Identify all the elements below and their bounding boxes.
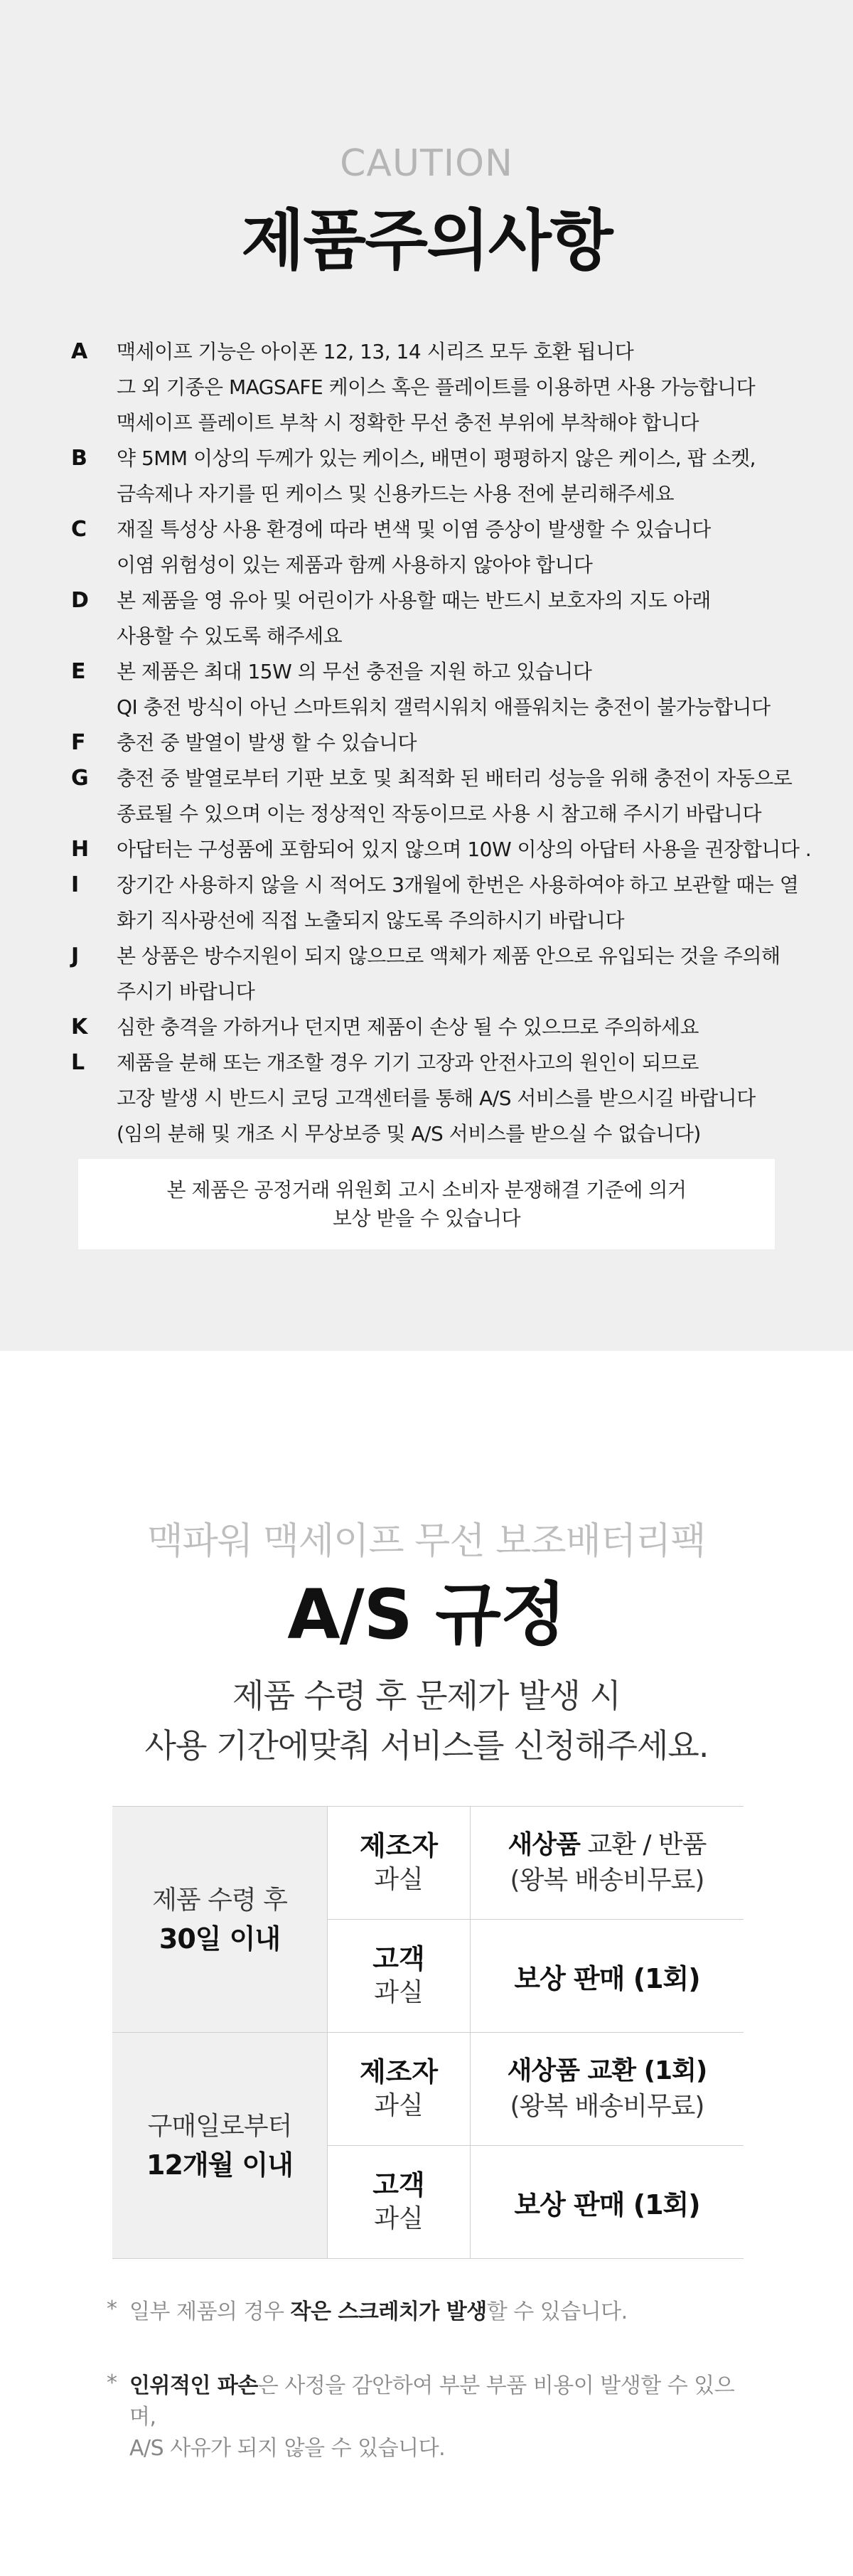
caution-item-letter: H bbox=[71, 837, 90, 862]
as-party-fault: 과실 bbox=[374, 1978, 424, 2007]
as-result-cell bbox=[471, 1807, 744, 1919]
caution-item bbox=[71, 334, 803, 441]
as-eyebrow: 맥파워 맥세이프 무선 보조배터리팩 bbox=[147, 1520, 706, 1563]
as-note-line bbox=[129, 2371, 746, 2433]
caution-item-line: QI 충전 방식이 아닌 스마트워치 갤럭시워치 애플워치는 충전이 불가능합니다 bbox=[117, 695, 771, 719]
caution-item bbox=[71, 725, 803, 761]
caution-item-text bbox=[117, 512, 803, 583]
as-notes bbox=[107, 2297, 746, 2507]
notice-line: 본 제품은 공정거래 위원회 고시 소비자 분쟁해결 기준에 의거 bbox=[166, 1177, 687, 1202]
as-note-text: 은 사정을 감안하여 부분 부품 비용이 발생할 수 있으며, bbox=[129, 2373, 735, 2430]
as-result-line bbox=[508, 2053, 707, 2089]
caution-item-line: 그 외 기종은 MAGSAFE 케이스 혹은 플레이트를 이용하면 사용 가능합니다 bbox=[117, 375, 756, 399]
caution-item-line: 심한 충격을 가하거나 던지면 제품이 손상 될 수 있으므로 주의하세요 bbox=[117, 1015, 699, 1039]
as-period-cell bbox=[112, 2033, 328, 2258]
as-fault-party bbox=[328, 2033, 471, 2145]
caution-item-line: (임의 분해 및 개조 시 무상보증 및 A/S 서비스를 받으실 수 없습니다) bbox=[117, 1122, 701, 1145]
notice-line: 보상 받을 수 있습니다 bbox=[332, 1206, 521, 1230]
as-table-row bbox=[328, 2033, 744, 2145]
asterisk-icon: * bbox=[107, 2371, 117, 2395]
caution-item bbox=[71, 441, 803, 512]
caution-item-text bbox=[117, 725, 803, 761]
as-party-name: 제조자 bbox=[359, 2056, 439, 2088]
caution-item bbox=[71, 832, 812, 867]
as-note-body bbox=[129, 2371, 746, 2464]
caution-item-line: 약 5MM 이상의 두께가 있는 케이스, 배면이 평평하지 않은 케이스, 팝 소켓, bbox=[117, 447, 756, 470]
caution-item-text bbox=[117, 832, 811, 867]
caution-item-line: 재질 특성상 사용 환경에 따라 변색 및 이염 증상이 발생할 수 있습니다 bbox=[117, 518, 711, 541]
caution-item bbox=[71, 1045, 803, 1152]
as-table-row bbox=[328, 1807, 744, 1919]
caution-item-line: 충전 중 발열로부터 기판 보호 및 최적화 된 배터리 성능을 위해 충전이 자동으로 bbox=[117, 766, 793, 790]
notice-box bbox=[78, 1159, 775, 1249]
caution-item-line: 장기간 사용하지 않을 시 적어도 3개월에 한번은 사용하여야 하고 보관할 때는 열 bbox=[117, 873, 799, 897]
asterisk-icon: * bbox=[107, 2297, 117, 2321]
as-subtitle-line: 사용 기간에맞춰 서비스를 신청해주세요. bbox=[144, 1726, 709, 1765]
caution-item bbox=[71, 939, 803, 1010]
as-party-name: 고객 bbox=[372, 1943, 425, 1974]
as-policy-table bbox=[112, 1806, 744, 2259]
caution-item bbox=[71, 761, 803, 832]
as-party-name: 제조자 bbox=[359, 1830, 439, 1861]
as-period-rows bbox=[328, 2033, 744, 2258]
caution-item-text bbox=[117, 939, 803, 1010]
caution-list bbox=[71, 334, 812, 1152]
caution-item-line: 맥세이프 기능은 아이폰 12, 13, 14 시리즈 모두 호환 됩니다 bbox=[117, 340, 634, 363]
caution-item-text bbox=[117, 1010, 803, 1045]
as-party-fault: 과실 bbox=[374, 2204, 424, 2233]
as-result-text: 보상 판매 (1회) bbox=[514, 2188, 700, 2220]
caution-item-line: 맥세이프 플레이트 부착 시 정확한 무선 충전 부위에 부착해야 합니다 bbox=[117, 411, 699, 434]
caution-item bbox=[71, 654, 803, 725]
as-note-text: 일부 제품의 경우 bbox=[129, 2299, 291, 2324]
caution-item-line: 본 제품을 영 유아 및 어린이가 사용할 때는 반드시 보호자의 지도 아래 bbox=[117, 589, 711, 612]
caution-item-letter: C bbox=[71, 517, 87, 542]
as-section bbox=[0, 1351, 853, 2576]
caution-item-text bbox=[117, 1045, 803, 1152]
as-note-emphasis: 인위적인 파손 bbox=[129, 2373, 258, 2398]
as-result-rest: 교환 / 반품 bbox=[579, 1830, 707, 1859]
as-subtitle-line: 제품 수령 후 문제가 발생 시 bbox=[232, 1677, 621, 1715]
caution-item-line: 본 제품은 최대 15W 의 무선 충전을 지원 하고 있습니다 bbox=[117, 660, 592, 683]
caution-item-text bbox=[117, 583, 803, 654]
as-fault-party bbox=[328, 1807, 471, 1919]
as-result-cell bbox=[471, 2033, 744, 2145]
as-period-label: 구매일로부터 bbox=[147, 2111, 292, 2141]
caution-item-letter: K bbox=[71, 1015, 88, 1040]
as-party-name: 고객 bbox=[372, 2169, 425, 2201]
as-party-fault: 과실 bbox=[374, 2091, 424, 2120]
as-note bbox=[107, 2371, 746, 2464]
caution-item-line: 종료될 수 있으며 이는 정상적인 작동이므로 사용 시 참고해 주시기 바랍니다 bbox=[117, 802, 761, 825]
caution-item-line: 아답터는 구성품에 포함되어 있지 않으며 10W 이상의 아답터 사용을 권장합니다 . bbox=[117, 838, 812, 861]
caution-item-letter: I bbox=[71, 872, 80, 897]
caution-item-line: 화기 직사광선에 직접 노출되지 않도록 주의하시기 바랍니다 bbox=[117, 909, 625, 932]
as-table-row bbox=[328, 1919, 744, 2032]
caution-item-line: 주시기 바랍니다 bbox=[117, 980, 255, 1003]
as-period-label: 제품 수령 후 bbox=[152, 1885, 287, 1915]
caution-item bbox=[71, 867, 803, 939]
caution-item-text bbox=[117, 334, 803, 441]
as-result-note: (왕복 배송비무료) bbox=[510, 2092, 704, 2121]
caution-item bbox=[71, 1010, 803, 1045]
caution-item-line: 고장 발생 시 반드시 코딩 고객센터를 통해 A/S 서비스를 받으시길 바랍니다 bbox=[117, 1086, 756, 1110]
caution-item-letter: L bbox=[71, 1050, 85, 1075]
as-period-term: 30일 이내 bbox=[159, 1923, 281, 1955]
caution-item bbox=[71, 583, 803, 654]
caution-item bbox=[71, 512, 803, 583]
caution-eyebrow: CAUTION bbox=[340, 142, 513, 185]
caution-item-letter: B bbox=[71, 446, 87, 471]
as-period-term: 12개월 이내 bbox=[146, 2149, 293, 2181]
as-note-line bbox=[129, 2297, 628, 2328]
as-note-text: 할 수 있습니다. bbox=[486, 2299, 628, 2324]
as-period-rows bbox=[328, 1807, 744, 2032]
as-note bbox=[107, 2297, 746, 2328]
caution-item-line: 이염 위험성이 있는 제품과 함께 사용하지 않아야 합니다 bbox=[117, 553, 593, 577]
as-title: A/S 규정 bbox=[287, 1575, 566, 1655]
as-party-fault: 과실 bbox=[374, 1865, 424, 1894]
caution-item-text bbox=[117, 761, 803, 832]
caution-item-text bbox=[117, 867, 803, 939]
as-result-cell bbox=[471, 1920, 744, 2032]
caution-item-letter: J bbox=[71, 944, 80, 968]
as-fault-party bbox=[328, 1920, 471, 2032]
as-result-cell bbox=[471, 2146, 744, 2258]
caution-item-line: 금속제나 자기를 띤 케이스 및 신용카드는 사용 전에 분리해주세요 bbox=[117, 482, 675, 506]
caution-item-line: 충전 중 발열이 발생 할 수 있습니다 bbox=[117, 731, 417, 754]
as-period-group bbox=[112, 1807, 744, 2033]
as-result-line bbox=[508, 1827, 707, 1863]
caution-item-letter: D bbox=[71, 588, 89, 613]
caution-item-line: 본 상품은 방수지원이 되지 않으므로 액체가 제품 안으로 유입되는 것을 주의해 bbox=[117, 944, 780, 968]
as-fault-party bbox=[328, 2146, 471, 2258]
as-period-cell bbox=[112, 1807, 328, 2032]
as-result-text: 보상 판매 (1회) bbox=[514, 1962, 700, 1994]
caution-item-line: 사용할 수 있도록 해주세요 bbox=[117, 624, 343, 648]
as-note-emphasis: 작은 스크레치가 발생 bbox=[290, 2299, 487, 2324]
caution-title: 제품주의사항 bbox=[241, 203, 612, 279]
as-result-note: (왕복 배송비무료) bbox=[510, 1866, 704, 1895]
caution-item-letter: A bbox=[71, 339, 88, 364]
as-table-row bbox=[328, 2145, 744, 2258]
as-note-body bbox=[129, 2297, 628, 2328]
caution-item-text bbox=[117, 654, 803, 725]
caution-item-letter: F bbox=[71, 730, 86, 755]
as-period-group bbox=[112, 2033, 744, 2259]
as-result-strong: 새상품 교환 (1회) bbox=[507, 2056, 707, 2085]
caution-item-text bbox=[117, 441, 803, 512]
caution-item-line: 제품을 분해 또는 개조할 경우 기기 고장과 안전사고의 원인이 되므로 bbox=[117, 1051, 699, 1074]
as-note-line: A/S 사유가 되지 않을 수 있습니다. bbox=[129, 2436, 446, 2461]
caution-item-letter: E bbox=[71, 659, 86, 684]
as-subtitle bbox=[0, 1671, 853, 1770]
caution-item-letter: G bbox=[71, 766, 89, 791]
as-result-strong: 새상품 bbox=[508, 1830, 580, 1859]
